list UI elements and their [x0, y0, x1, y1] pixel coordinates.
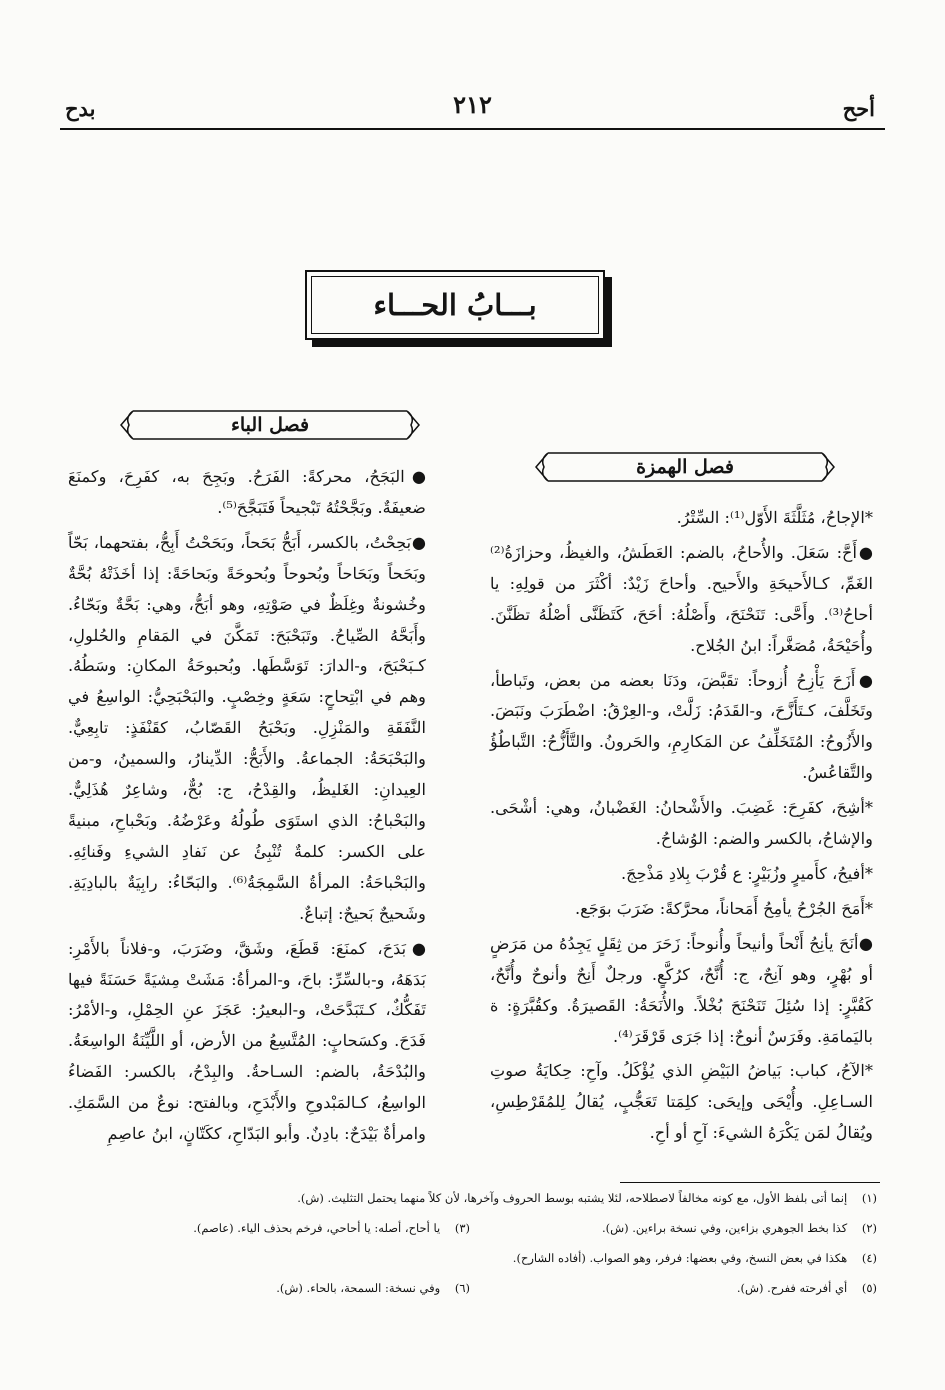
- entry-bahah: ●بَحِحْتُ، بالكسر، أَبَحُّ بَحَحاً، وبَحَحْتُ أَبِحُّ، بفتحهما، بَحّاً وبَحَحاً وبَحَاحاً وبُحوحاً وبُحوحَةً وبَحاحَةً: إذا أخَذَتْهُ بُحَّةٌ وخُشونةٌ وغِلَظٌ في صَوْتِهِ، وهو أبَحُّ، وهي: بَحَّةٌ وبَحّاءُ. وأَبَحَّهُ الصِّياحُ. وتَبَحْبَحَ: تَمَكَّنَ في المَقامِ والحُلولِ، كـبَحْبَحَ، و-الدارَ: تَوَسَّطَها. وبُحبوحَةُ المكانِ: وسَطُهُ. وهم في ابْتِحاحٍ: سَعَةٍ وخِصْبٍ. والبَحْبَحِيُّ: الواسِعُ في النَّفَقَةِ والمَنْزِلِ. وبَحْبَحُ القَصّابُ، كقَنْفَذٍ: تابِعِيٌّ. والبَحْبَحَةُ: الجماعةُ. والأَبَحُّ: الدِّينارُ، والسمينُ، و-من العِيدانِ: الغَليظُ، والقِدْحُ، ج: بُحٌّ، وشاعِرٌ هُذَلِيٌّ. والبَحْباحُ: الذي استَوَى طُولُهُ وعَرْضُهُ. وبَحْباحِ، مبنيةً على الكسر: كلمةٌ تُنْبِئُ عن نَفادِ الشيءِ وفَنائِهِ. والبَحْباحَةُ: المرأةُ السَّمِجَةُ⁽⁶⁾. والبَحّاءُ: رابِيَةٌ بالبادِيَةِ. وشَحيحٌ بَحيحٌ: إتباعٌ.: [68, 532, 427, 923]
- right-column: [490, 503, 873, 1153]
- footnote-num: (٣): [454, 1221, 470, 1235]
- footnote-1: [297, 1190, 877, 1206]
- footnote-text: أي أفرحته ففرح. (ش).: [736, 1281, 848, 1295]
- section-header-left: [115, 405, 425, 445]
- entry-ahh: ●أَحَّ: سَعَلَ. والأُحاحُ، بالضم: العَطَشُ، والغيظُ، وحزازَةُ⁽²⁾ الغَمِّ، كـالأَحيحَةِ والأَحيح. وأحاحَ زَيْدٌ: أكْثَرَ من قولِهِ: يا أحاحُ⁽³⁾. وأَحَّى: تَنَحْنَحَ، وأَصْلُهُ: أحَحَ، كَتَظَنَّى أصْلُهُ تظَنَّنَ. وأُحَيْحَةُ، مُصَغَّراً: ابنُ الجُلاح.: [490, 542, 873, 655]
- footnote-num: (١): [861, 1191, 877, 1205]
- left-column: [68, 462, 426, 1154]
- chapter-title: بـــابُ الحـــاء: [311, 276, 599, 334]
- entry-badah: ●بَدَحَ، كمنَعَ: قَطَعَ، وشَقَّ، وضَرَبَ، و-فلاناً بالأَمْرِ: بَدَهَهُ، و-بالسِّرِّ: باحَ، و-المرأةُ: مَشَتْ مِشيَةً حَسَنَةً فيها تَفَكُّكٌ، كـتَبَدَّحَتْ، و-البعيرُ: عَجَزَ عنِ الحِمْلِ، و-الأمْرُ: فَدَحَ. وكسَحابٍ: المُتَّسِعُ من الأرض، أو اللَّيِّنَةُ الواسِعَةُ. والبُدْحَةُ، بالضم: السـاحةُ. والبِدْحُ، بالكسر: الفَضاءُ الواسِعُ، كـالمَبْدوحِ والأَبْدَحِ، وبالفتح: نوعٌ من السَّمَكِ. وامرأةٌ بَيْدَحٌ: بادِنٌ. وأبو البَدّاحِ، ككَتّانٍ، ابنُ عاصِمِ: [68, 938, 426, 1144]
- entry-ashih: *أشِحَ، كفَرِحَ: غَضِبَ. والأَشْحانُ: الغَضْبانُ، وهي: أشْحَى. والإشاحُ، بالكسر والضم: الوُشاحُ.: [490, 798, 873, 849]
- entry-bajah: ●البَجَحُ، محركةً: الفَرَحُ. وبَجِحَ به، كفَرِحَ، وكمنَعَ ضعيفَةٌ. وبَجَّحْتُهُ تَبْجيحاً فَتَبَجَّحَ⁽⁵⁾.: [68, 467, 426, 517]
- footnote-2: [602, 1220, 877, 1236]
- footnote-rule: [620, 1182, 880, 1183]
- footnote-num: (٢): [861, 1221, 877, 1235]
- footnote-num: (٥): [861, 1281, 877, 1295]
- footnote-6: [276, 1280, 470, 1296]
- header-entry-left: بدح: [65, 96, 96, 121]
- footnote-num: (٦): [454, 1281, 470, 1295]
- footnote-text: وفي نسخة: السمحة، بالحاء. (ش).: [276, 1281, 441, 1295]
- entry-ijah: *الإجاحُ، مُثَلَّثَةَ الأَوّل⁽¹⁾: السِّتْرُ.: [676, 508, 873, 527]
- entry-anah: ●أنَحَ يأنِحُ أَنْحاً وأنيحاً وأُنوحاً: زَحَرَ من ثِقَلٍ يَجِدُهُ من مَرَضٍ أو بُهْرٍ، وهو آنِحٌ، ج: أُنَّحٌ، كرُكَّعٍ. ورجلٌ أَنِحٌ وأنوحٌ وأُنَّحٌ، كَقُبَّرٍ: إذا سُئِلَ تَنَحْنَحَ بُخْلاً. والأُنَحَةُ: القَصيرَةُ. وكقُبَّرَةٍ: ة باليَمامَةِ. وفَرَسٌ أنوحٌ: إذا جَرَى قَرْقَرَ⁽⁴⁾.: [490, 933, 873, 1046]
- page-number: ٢١٢: [453, 90, 492, 119]
- footnote-text: كذا بخط الجوهري بزاءين، وفي نسخة براءين. (ش).: [601, 1221, 848, 1235]
- entry-alah: *الآحُ، كباب: بَياضُ البَيْضِ الذي يُؤْكَلُ. وآحِ: حِكايَةُ صوتِ السـاعِلِ. وأُيْحَى وإيحَى: كلِمَتا تَعَجُّبٍ، يُقالُ لِلمُقَرْطِسِ، ويُقالُ لمَن يَكْرَهُ الشيءَ: آحِ أو أحِ.: [490, 1061, 873, 1143]
- footnote-4: [513, 1250, 877, 1266]
- entry-amah: *أَمَحَ الجُرْحُ يأمِحُ أَمَحاناً، محرَّكةً: ضَرَبَ بوَجَع.: [574, 898, 873, 918]
- footnote-text: إنما أتى بلفظ الأول، مع كونه مخالفاً لاصطلاحه، لئلا يشتبه بوسط الحروف وآخرها، لأن كلاً منهما يحتمل التثليث. (ش).: [297, 1191, 848, 1205]
- header-entry-right: أحح: [842, 96, 875, 121]
- footnote-3: [193, 1220, 470, 1236]
- footnote-5: [737, 1280, 877, 1296]
- footnote-text: هكذا في بعض النسخ، وفي بعضها: فرفر، وهو الصواب. (أفاده الشارح).: [512, 1251, 848, 1265]
- entry-afih: *أفيحُ، كأَميرٍ وزُبَيْرٍ: ع قُرْبَ بِلادِ مَذْحِجَ.: [620, 863, 873, 883]
- footnote-num: (٤): [861, 1251, 877, 1265]
- chapter-title-box: [305, 270, 605, 340]
- header-rule: [60, 128, 885, 130]
- section-title-hamza: فصل الهمزة: [636, 456, 734, 478]
- entry-azh: ●أَزَحَ يَأْزِحُ أُزوحاً: تقَبَّضَ، ودَنَا بعضه من بعض، وتَباطأ، وتَخَلَّفَ، كـتَأَزَّحَ، و-القَدَمُ: زَلَّتْ، و-العِرْقُ: اضْطَرَبَ ونَبَضَ. والأَزُوحُ: المُتَخَلِّفُ عن المَكارِمِ، والحَرونُ. والتَّأَزُّحُ: التَّباطُؤُ والتَّقاعُسُ.: [490, 670, 873, 783]
- footnote-text: يا أحاح، أصله: يا أحاحي، فرخم بحذف الياء. (عاصم).: [193, 1221, 441, 1235]
- section-title-ba: فصل الباء: [230, 414, 310, 436]
- section-header-right: [530, 447, 840, 487]
